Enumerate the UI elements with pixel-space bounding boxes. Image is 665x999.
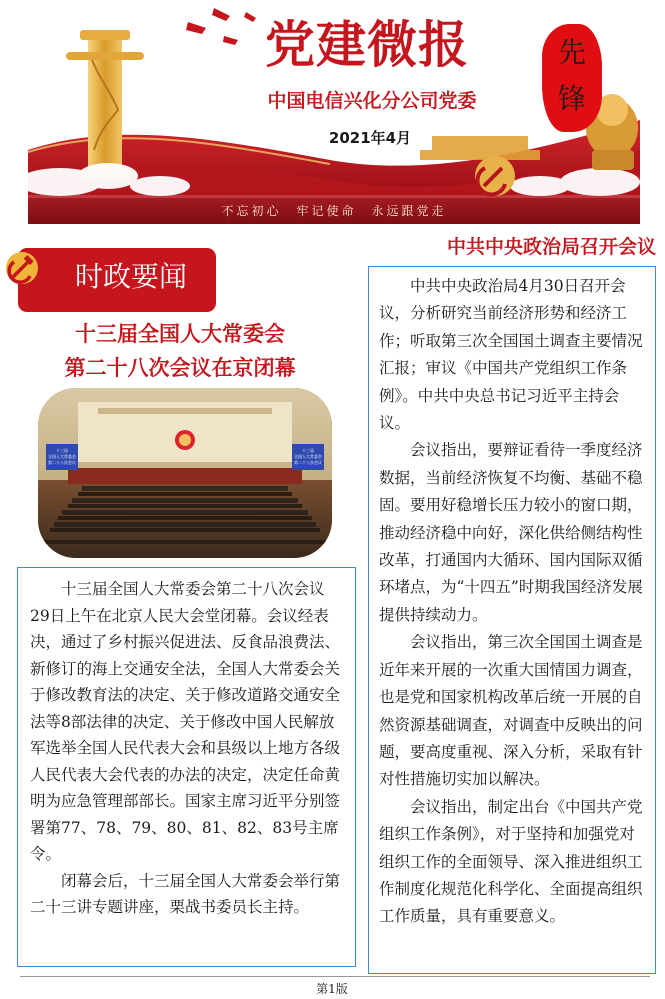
masthead	[0, 0, 665, 200]
screen-caption-left-3: 第二十八次会议	[48, 460, 76, 465]
article-body	[379, 273, 645, 931]
article-paragraph: 闭幕会后，十三届全国人大常委会举行第二十三讲专题讲座，栗战书委员长主持。	[30, 871, 341, 916]
section-header-badge	[18, 248, 216, 312]
screen-caption-right-1: 十三届	[302, 448, 314, 453]
footer-divider	[20, 976, 650, 977]
article-headline-politburo: 中共中央政治局召开会议	[446, 236, 656, 258]
screen-caption-left-2: 全国人大常委会	[48, 454, 76, 459]
article-paragraph: 十三届全国人大常委会第二十八次会议29日上午在北京人民大会堂闭幕。会议经表决，通过了乡村振兴促进法、反食品浪费法、新修订的海上交通安全法，全国人大常委会关于修改教育法的决定、关于修改道路交通安全法等8部法律的决定、关于修改中国人民解放军选举全国人民代表大会和县级以上地方各级人民代表大会代表的办法的决定，决定任命黄明为应急管理部部长。国家主席习近平分别签署第77、78、79、80、81、82、83号主席令。	[30, 580, 341, 863]
article-paragraph: 会议指出，第三次全国国土调查是近年来开展的一次重大国情国力调查，也是党和国家机构改革后统一开展的自然资源基础调查，对调查中反映出的问题，要高度重视、深入分析，采取有针对性措施切实加以解决。	[379, 633, 643, 789]
issue-date: 2021年4月	[328, 129, 412, 147]
meeting-hall-image	[38, 388, 332, 558]
section-title: 时政要闻	[74, 260, 187, 293]
screen-caption-left-1: 十三届	[56, 448, 68, 453]
pioneer-badge	[542, 24, 602, 132]
newsletter-subtitle: 中国电信兴化分公司党委	[267, 90, 477, 112]
slogan-banner	[28, 198, 640, 224]
badge-char-1: 先	[557, 36, 586, 69]
newsletter-title: 党建微报	[265, 16, 469, 74]
article-headline-line-2: 第二十八次会议在京闭幕	[64, 356, 296, 380]
hammer-sickle-icon	[4, 250, 40, 286]
article-box-politburo	[368, 266, 656, 974]
article-paragraph: 会议指出，制定出台《中国共产党组织工作条例》，对于坚持和加强党对组织工作的全面领导、深入推进组织工作制度化规范化科学化、全面提高组织工作质量，具有重要意义。	[379, 797, 643, 926]
badge-char-2: 锋	[557, 82, 586, 115]
article-headline-line-1: 十三届全国人大常委会	[75, 322, 285, 346]
meeting-photo	[38, 388, 332, 558]
screen-caption-right-3: 第二十八次会议	[294, 460, 322, 465]
slogan-text: 不忘初心 牢记使命 永远跟党走	[221, 204, 447, 218]
article-body	[30, 576, 343, 921]
article-paragraph: 中共中央政治局4月30日召开会议，分析研究当前经济形势和经济工作；听取第三次全国国土调查主要情况汇报；审议《中国共产党组织工作条例》。中共中央总书记习近平主持会议。	[379, 277, 643, 433]
article-paragraph: 会议指出，要辩证看待一季度经济数据，当前经济恢复不均衡、基础不稳固。要用好稳增长压力较小的窗口期，推动经济稳中向好，深化供给侧结构性改革，打通国内大循环、国内国际双循环堵点，为“十四五”时期我国经济发展提供持续动力。	[379, 441, 643, 624]
article-box-npc	[17, 567, 356, 967]
page-number: 第1版	[316, 982, 348, 996]
screen-caption-right-2: 全国人大常委会	[294, 454, 322, 459]
party-emblem-icon	[475, 156, 515, 196]
